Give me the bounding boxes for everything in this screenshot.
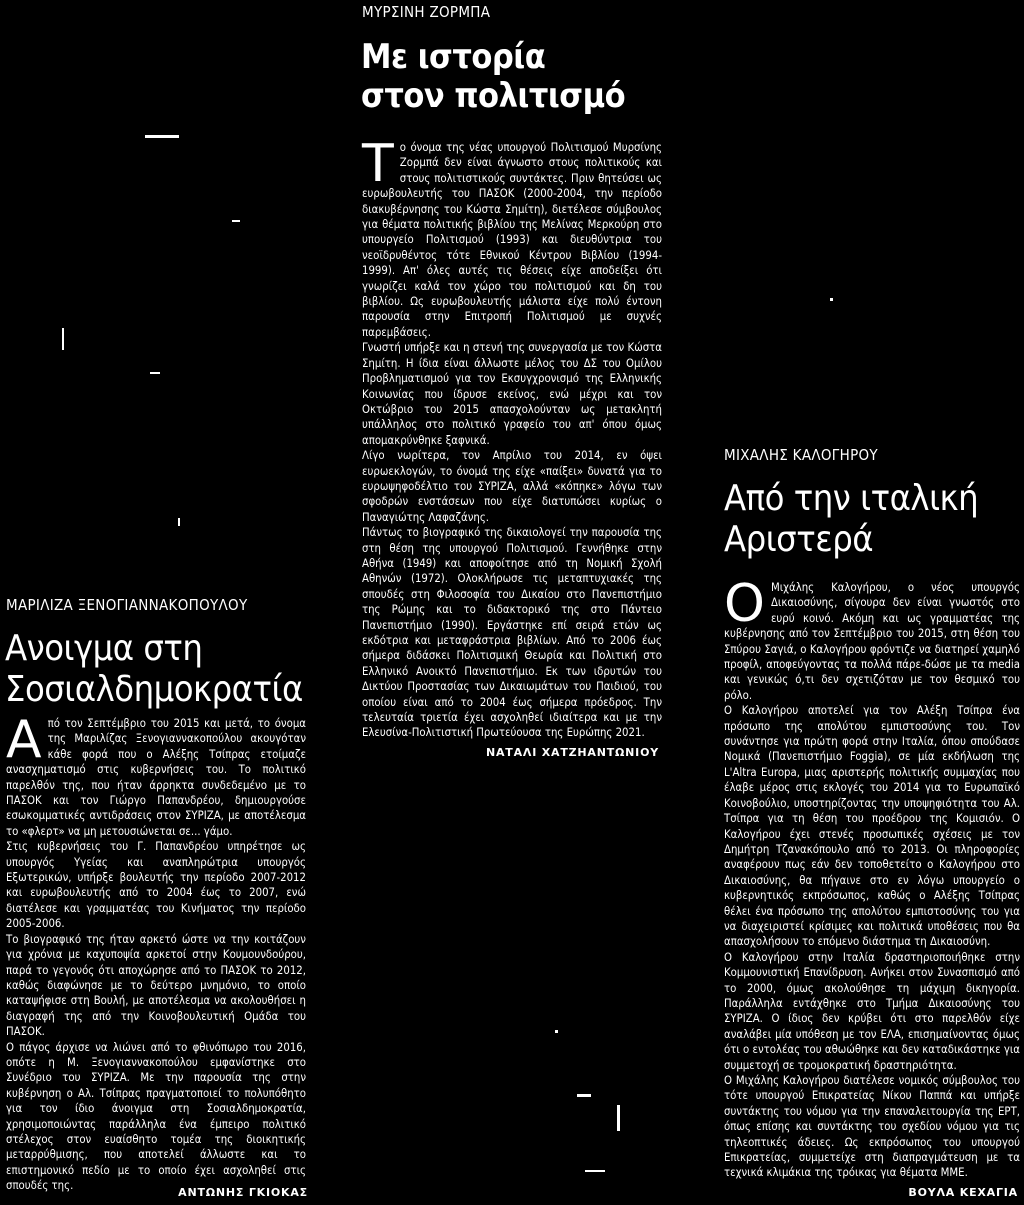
article-kicker: ΜΥΡΣΙΝΗ ΖΟΡΜΠΑ xyxy=(362,3,491,21)
article-byline: ΒΟΥΛΑ ΚΕΧΑΓΙΑ xyxy=(908,1186,1018,1199)
print-speck xyxy=(830,298,833,301)
article-kicker: ΜΙΧΑΛΗΣ ΚΑΛΟΓΗΡΟΥ xyxy=(724,446,878,464)
article-byline: ΑΝΤΩΝΗΣ ΓΚΙΟΚΑΣ xyxy=(178,1186,308,1199)
paragraph: πό τον Σεπτέμβριο του 2015 και μετά, το όνομα της Μαριλίζας Ξενογιαννακοπούλου ακουγόταν κάθε φορά που ο Αλέξης Τσίπρας ετοίμαζε ανασχηματισμό στις κυβερνήσεις του. Το πολιτικό παρελθόν της, που ήταν άρρηκτα συνδεδεμένο με το ΠΑΣΟΚ και τον Γιώργο Παπανδρέου, δημιουργούσε εσωκομματικές αντιδράσεις στον ΣΥΡΙΖΑ, με αποτέλεσμα το «φλερτ» να μη μετουσιώνεται σε... γάμο. xyxy=(6,717,306,838)
article-headline xyxy=(5,628,315,711)
article-middle xyxy=(355,0,667,1205)
paragraph: Το βιογραφικό της ήταν αρκετό ώστε να την κοιτάζουν για χρόνια με καχυποψία αρκετοί στην Κουμουνδούρου, παρά το γεγονός ότι αποχώρησε από το ΠΑΣΟΚ το 2012, καθώς διαφώνησε με το δεύτερο μνημόνιο, το οποίο καταψήφισε στη Βουλή, με αποτέλεσμα να ακολουθήσει η διαγραφή της από την Κοινοβουλευτική Ομάδα του ΠΑΣΟΚ. xyxy=(6,932,306,1039)
print-speck xyxy=(178,518,180,526)
print-speck xyxy=(145,135,179,138)
article-body xyxy=(362,134,662,741)
headline-line: Αριστερά xyxy=(724,519,874,561)
print-speck xyxy=(617,1105,620,1131)
article-headline xyxy=(724,478,1022,561)
paragraph: Γνωστή υπήρξε και η στενή της συνεργασία με τον Κώστα Σημίτη. Η ίδια είναι άλλωστε μέλος του ΔΣ του Ομίλου Προβληματισμού για τον Εκσυγχρονισμό της Ελληνικής Κοινωνίας που ίδρυσε εκείνος, ενώ μέχρι και τον Οκτώβριο του 2015 απασχολούνταν ως μετακλητή υπάλληλος στο πολιτικό γραφείο του απ' όπου όμως απομακρύνθηκε ξαφνικά. xyxy=(362,341,662,447)
drop-cap: Α xyxy=(6,710,42,770)
article-right xyxy=(702,0,1024,1205)
headline-line: Ανοιγμα στη xyxy=(5,628,203,669)
paragraph: Ο Μιχάλης Καλογήρου διατέλεσε νομικός σύμβουλος του τότε υπουργού Επικρατείας Νίκου Παππά και υπήρξε συντάκτης του νόμου για την επαναλειτουργία της ΕΡΤ, όπως επίσης και συντάκτης του σχεδίου νόμου για τις τηλεοπτικές άδειες. Ως εκπρόσωπος του υπουργού Επικρατείας, συμμετείχε στη διαπραγμάτευση με τα τεχνικά κλιμάκια της τρόικας για θέματα ΜΜΕ. xyxy=(724,1074,1020,1180)
paragraph: Λίγο νωρίτερα, τον Απρίλιο του 2014, εν όψει ευρωεκλογών, το όνομά της είχε «παίξει» δυνατά για το ευρωψηφοδέλτιο του ΣΥΡΙΖΑ, αλλά «κόπηκε» λόγω των σφοδρών ενστάσεων που είχε διατυπώσει κυρίως ο Παναγιώτης Λαφαζάνης. xyxy=(362,449,662,524)
paragraph: Πάντως το βιογραφικό της δικαιολογεί την παρουσία της στη θέση της υπουργού Πολιτισμού. Γεννήθηκε στην Αθήνα (1949) και αποφοίτησε από τη Νομική Σχολή Αθηνών (1972). Ολοκλήρωσε τις μεταπτυχιακές της σπουδές στη Φιλοσοφία του Δικαίου στο Πανεπιστήμιο της Ρώμης και το διδακτορικό της στο Πάντειο Πανεπιστήμιο (1990). Εργάστηκε επί σειρά ετών ως εκδότρια και μεταφράστρια βιβλίων. Από το 2006 έως σήμερα διδάσκει Πολιτισμική Θεωρία και Πολιτική στο Ελληνικό Ανοικτό Πανεπιστήμιο. Εκ των ιδρυτών του Δικτύου Προστασίας των Δικαιωμάτων του Παιδιού, του οποίου είναι από το 2004 έως σήμερα πρόεδρος. Την τελευταία τριετία έχει ασχοληθεί ιδιαίτερα και με την Ελευσίνα-Πολιτιστική Πρωτεύουσα της Ευρώπης 2021. xyxy=(362,526,662,740)
paragraph: Στις κυβερνήσεις του Γ. Παπανδρέου υπηρέτησε ως υπουργός Υγείας και αναπληρώτρια υπουργός Εξωτερικών, υπήρξε βουλευτής την περίοδο 2007-2012 και ευρωβουλευτής από το 2004 έως το 2007, ενώ διατέλεσε και γραμματέας του Κινήματος την περίοδο 2005-2006. xyxy=(6,840,306,931)
print-speck xyxy=(555,1030,558,1033)
print-speck xyxy=(585,1170,605,1172)
article-body xyxy=(724,574,1020,1181)
print-speck xyxy=(62,328,64,350)
paragraph: Ο Καλογήρου αποτελεί για τον Αλέξη Τσίπρα ένα πρόσωπο της απολύτου εμπιστοσύνης του. Τον συνάντησε για πρώτη φορά στην Ιταλία, όπου σπούδασε Νομικά (Πανεπιστήμιο Foggia), σε μία εκδήλωση της L'Altra Europa, μιας αριστερής πολιτικής συμμαχίας που έλαβε μέρος στις εκλογές του 2014 για το Ευρωπαϊκό Κοινοβούλιο, υποστηρίζοντας την υποψηφιότητα του Αλ. Τσίπρα για τη θέση του προέδρου της Κομισιόν. Ο Καλογήρου έχει στενές προσωπικές σχέσεις με τον Δημήτρη Τζανακόπουλο από το 2013. Οι πληροφορίες αναφέρουν πως εάν δεν τοποθετείτο ο Καλογήρου στο Δικαιοσύνης, θα πήγαινε στο εν λόγω υπουργείο ο κυβερνητικός εκπρόσωπος, καθώς ο Αλέξης Τσίπρας θέλει ένα πρόσωπο της απολύτου εμπιστοσύνης του για να διαχειριστεί κρίσιμες και πολιτικά υποθέσεις που θα απασχολήσουν το επόμενο διάστημα τη Δικαιοσύνη. xyxy=(724,704,1020,949)
print-speck xyxy=(150,372,160,374)
paragraph: Ο Καλογήρου στην Ιταλία δραστηριοποιήθηκε στην Κομμουνιστική Επανίδρυση. Ανήκει στον Συνασπισμό από το 2000, όμως ακολούθησε τη μάχιμη δικηγορία. Παράλληλα εντάχθηκε στο Τμήμα Δικαιοσύνης του ΣΥΡΙΖΑ. Ο ίδιος δεν κρύβει ότι στο παρελθόν είχε αναλάβει μία υπόθεση με τον ΕΛΑ, επισημαίνοντας όμως ότι ο εντολέας του αθωώθηκε και δεν καταδικάστηκε για συμμετοχή σε τρομοκρατική δραστηριότητα. xyxy=(724,950,1020,1072)
headline-line: Με ιστορία xyxy=(361,37,546,77)
headline-line: Σοσιαλδημοκρατία xyxy=(5,669,303,711)
article-left xyxy=(0,0,316,1205)
article-kicker: ΜΑΡΙΛΙΖΑ ΞΕΝΟΓΙΑΝΝΑΚΟΠΟΥΛΟΥ xyxy=(6,596,248,614)
article-body xyxy=(6,710,306,1194)
article-headline xyxy=(361,38,666,116)
print-speck xyxy=(232,220,240,222)
drop-cap: Τ xyxy=(362,134,394,194)
paragraph: Ο πάγος άρχισε να λιώνει από το φθινόπωρο του 2016, οπότε η Μ. Ξενογιαννακοπούλου εμφανίστηκε στο Συνέδριο του ΣΥΡΙΖΑ. Με την παρουσία της στην κυβέρνηση ο Αλ. Τσίπρας πραγματοποιεί το πολυπόθητο για τον ίδιο άνοιγμα στη Σοσιαλδημοκρατία, χρησιμοποιώντας παράλληλα ένα έμπειρο πολιτικό στέλεχος στον ευαίσθητο τομέα της διοικητικής μεταρρύθμισης, που αποτελεί άλλωστε και το επιστημονικό πεδίο με το οποίο έχει ασχοληθεί στις σπουδές της. xyxy=(6,1040,306,1193)
paragraph: Μιχάλης Καλογήρου, ο νέος υπουργός Δικαιοσύνης, σίγουρα δεν είναι γνωστός στο ευρύ κοινό. Ακόμη και ως γραμματέας της κυβέρνησης από τον Σεπτέμβριο του 2015, στη θέση του Σπύρου Σαγιά, ο Καλογήρου φρόντιζε να διατηρεί χαμηλό προφίλ, αποφεύγοντας τα πολλά πάρε-δώσε με τα media και γενικώς ό,τι δεν σχετιζόταν με τον θεσμικό του ρόλο. xyxy=(724,581,1020,702)
print-speck xyxy=(577,1094,591,1097)
article-byline: ΝΑΤΑΛΙ ΧΑΤΖΗΑΝΤΩΝΙΟΥ xyxy=(485,746,659,759)
headline-line: στον πολιτισμό xyxy=(361,76,626,117)
headline-line: Από την ιταλική xyxy=(724,478,979,519)
drop-cap: Ο xyxy=(724,574,765,634)
paragraph: ο όνομα της νέας υπουργού Πολιτισμού Μυρσίνης Ζορμπά δεν είναι άγνωστο στους πολιτικούς και στους πολιτιστικούς συντάκτες. Πριν θητεύσει ως ευρωβουλευτής του ΠΑΣΟΚ (2000-2004, την περίοδο διακυβέρνησης του Κώστα Σημίτη), διετέλεσε σύμβουλος για θέματα πολιτικής βιβλίου της Μελίνας Μερκούρη στο υπουργείο Πολιτισμού (1993) και διευθύντρια του νεοϊδρυθέντος τότε Εθνικού Κέντρου Βιβλίου (1994-1999). Απ' όλες αυτές τις θέσεις είχε αποδείξει ότι γνωρίζει καλά τον χώρο του πολιτισμού και δη του βιβλίου. Ως ευρωβουλευτής μάλιστα είχε πολύ έντονη παρουσία στην Επιτροπή Πολιτισμού με συχνές παρεμβάσεις. xyxy=(362,141,662,339)
